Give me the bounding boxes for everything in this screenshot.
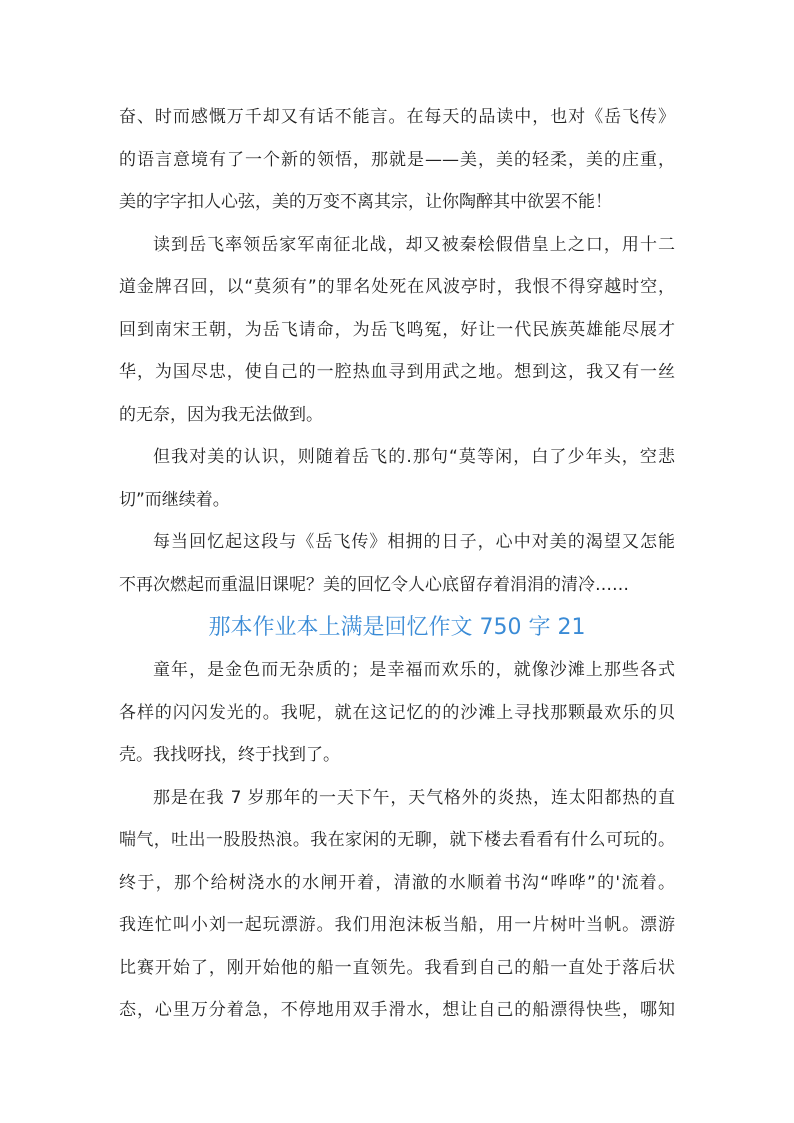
text-line: 各样的闪闪发光的。我呢，就在这记忆的的沙滩上寻找那颗最欢乐的贝	[119, 702, 675, 723]
paragraph	[119, 527, 675, 601]
paragraph	[119, 655, 675, 771]
paragraph	[119, 102, 675, 218]
section-heading: 那本作业本上满是回忆作文 750 字 21	[208, 615, 586, 640]
paragraph	[119, 230, 675, 431]
text-line: 华，为国尽忠，使自己的一腔热血寻到用武之地。想到这，我又有一丝	[119, 362, 675, 382]
paragraph	[119, 783, 675, 1027]
text-line: 不再次燃起而重温旧课呢？美的回忆令人心底留存着涓涓的清冷……	[119, 574, 629, 595]
text-line: 读到岳飞率领岳家军南征北战，却又被秦桧假借皇上之口，用十二	[153, 234, 675, 255]
text-line: 那是在我 7 岁那年的一天下午，天气格外的炎热，连太阳都热的直	[153, 787, 675, 808]
text-line: 但我对美的认识，则随着岳飞的.那句“莫等闲，白了少年头，空悲	[153, 447, 675, 467]
text-line: 喘气，吐出一股股热浪。我在家闲的无聊，就下楼去看看有什么可玩的。	[119, 830, 675, 850]
text-line: 道金牌召回，以“莫须有”的罪名处死在风波亭时，我恨不得穿越时空，	[119, 277, 675, 297]
text-line: 切”而继续着。	[119, 489, 230, 510]
paragraph	[119, 442, 675, 516]
text-line: 比赛开始了，刚开始他的船一直领先。我看到自己的船一直处于落后状	[119, 957, 675, 978]
text-line: 美的字字扣人心弦，美的万变不离其宗，让你陶醉其中欲罢不能！	[119, 192, 612, 212]
text-line: 终于，那个给树浇水的水闸开着，清澈的水顺着书沟“哗哗”的'流着。	[119, 872, 675, 893]
text-line: 壳。我找呀找，终于找到了。	[119, 745, 340, 765]
text-line: 的语言意境有了一个新的领悟，那就是——美，美的轻柔，美的庄重，	[119, 149, 675, 170]
text-line: 童年，是金色而无杂质的；是幸福而欢乐的，就像沙滩上那些各式	[153, 660, 675, 680]
text-line: 态，心里万分着急，不停地用双手滑水，想让自己的船漂得快些，哪知	[119, 1000, 675, 1020]
text-line: 奋、时而感慨万千却又有话不能言。在每天的品读中，也对《岳飞传》	[119, 107, 675, 127]
text-line: 每当回忆起这段与《岳飞传》相拥的日子，心中对美的渴望又怎能	[153, 532, 675, 552]
text-column	[119, 102, 675, 1038]
text-line: 回到南宋王朝，为岳飞请命，为岳飞鸣冤，好让一代民族英雄能尽展才	[119, 319, 675, 340]
text-line: 我连忙叫小刘一起玩漂游。我们用泡沫板当船，用一片树叶当帆。漂游	[119, 915, 675, 935]
text-line: 的无奈，因为我无法做到。	[119, 404, 323, 425]
